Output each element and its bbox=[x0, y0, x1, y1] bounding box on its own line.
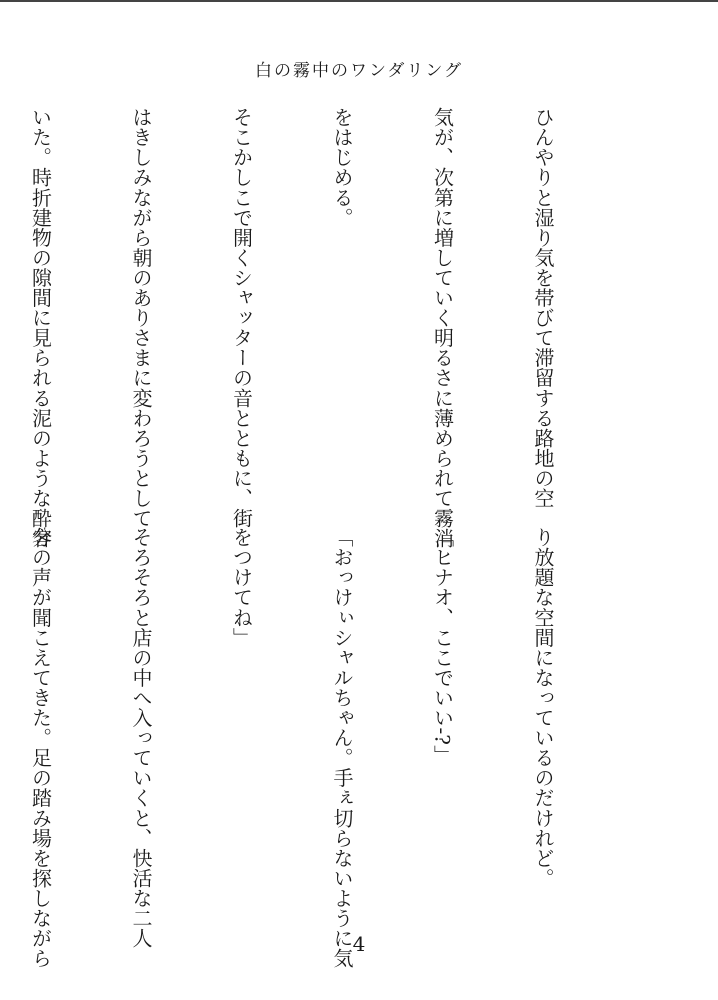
text-column: ひんやりと湿り気を帯びて滞留する路地の空 bbox=[531, 107, 555, 508]
text-column: 分の声が聞こえてきた。足の踏み場を探しながら bbox=[28, 527, 53, 969]
top-border-line bbox=[0, 0, 718, 2]
text-column: そろそろと店の中へ入っていくと、快活な二人 bbox=[129, 527, 153, 949]
text-column: はきしみながら朝のありさまに変わろうとして bbox=[129, 107, 153, 529]
page-number: 4 bbox=[352, 932, 366, 956]
text-column: をつけてね」 bbox=[229, 527, 254, 648]
text-column: り放題な空間になっているのだけれど。 bbox=[531, 527, 555, 888]
lower-text-block bbox=[0, 527, 626, 969]
text-column: 「ヒナオ、ここでいい-?」 bbox=[430, 527, 455, 766]
text-column: 「おっけぃシャルちゃん。手ぇ切らないように気 bbox=[330, 527, 354, 969]
text-column: 気が、次第に増していく明るさに薄められて霧消 bbox=[430, 107, 455, 549]
text-column: をはじめる。 bbox=[330, 107, 354, 228]
running-title: 白の霧中のワンダリング bbox=[255, 61, 463, 81]
text-column: いた。時折建物の隙間に見られる泥のような酔客 bbox=[28, 107, 53, 549]
upper-text-block bbox=[0, 107, 626, 549]
text-column: そこかしこで開くシャッターの音とともに、街 bbox=[229, 107, 254, 529]
